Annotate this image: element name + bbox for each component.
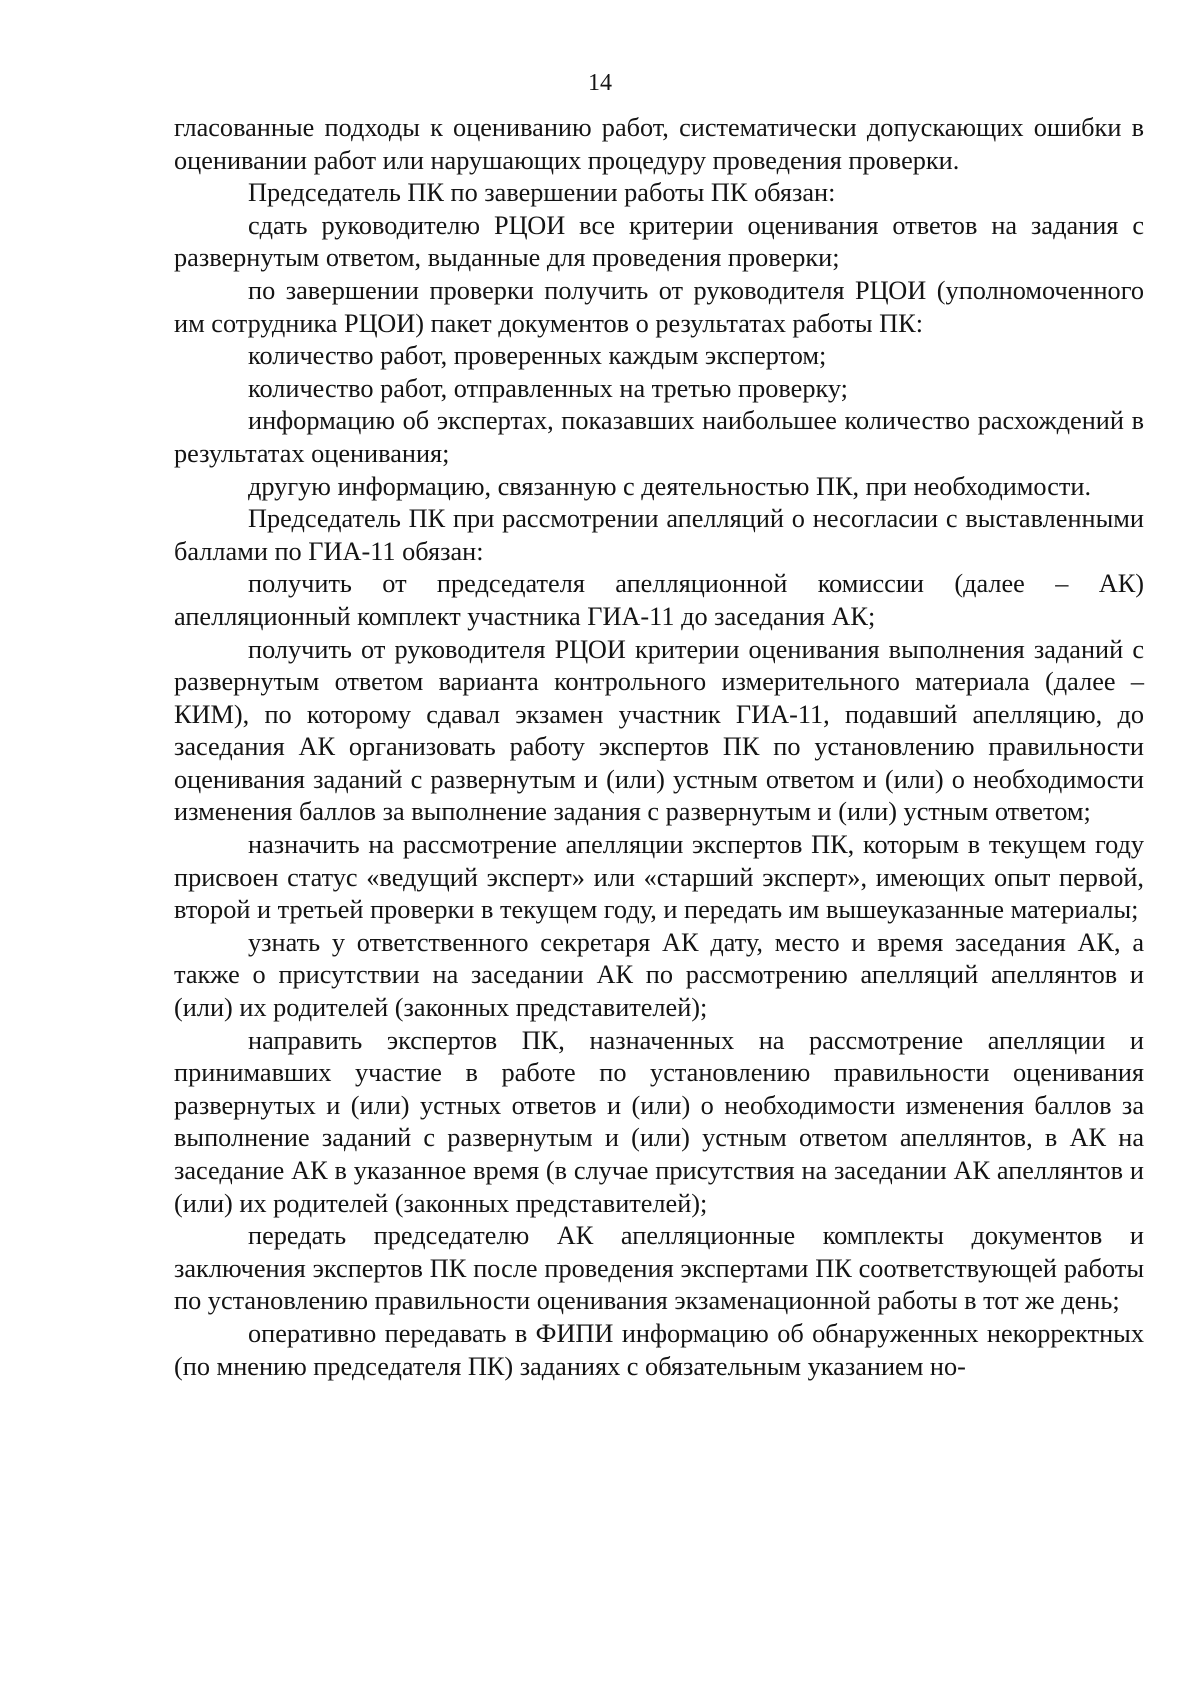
paragraph: получить от руководителя РЦОИ критерии оценивания выполнения заданий с развернутым ответом варианта контрольного измерительного материала (далее – КИМ), по которому сдавал экзамен участник ГИА-11, подавший апелляцию, до заседания АК организовать работу экспертов ПК по установлению правильности оценивания заданий с развернутым и (или) устным ответом и (или) о необходимости изменения баллов за выполнение задания с развернутым и (или) устным ответом; — [174, 634, 1144, 827]
paragraph: получить от председателя апелляционной комиссии (далее – АК) апелляционный комплект участника ГИА-11 до заседания АК; — [174, 569, 1144, 631]
paragraph: узнать у ответственного секретаря АК дату, место и время заседания АК, а также о присутствии на заседании АК по рассмотрению апелляций апеллянтов и (или) их родителей (законных представителей); — [174, 927, 1144, 1023]
paragraph: Председатель ПК при рассмотрении апелляций о несогласии с выставленными баллами по ГИА-11 обязан: — [174, 504, 1144, 566]
paragraph: направить экспертов ПК, назначенных на рассмотрение апелляции и принимавших участие в работе по установлению правильности оценивания развернутых и (или) устных ответов и (или) о необходимости изменения баллов за выполнение заданий с развернутым и (или) устным ответом апеллянтов, в АК на заседание АК в указанное время (в случае присутствия на заседании АК апеллянтов и (или) их родителей (законных представителей); — [174, 1025, 1144, 1218]
paragraph: по завершении проверки получить от руководителя РЦОИ (уполномоченного им сотрудника РЦОИ) пакет документов о результатах работы ПК: — [174, 275, 1144, 338]
paragraph: гласованные подходы к оцениванию работ, систематически допускающих ошибки в оценивании работ или нарушающих процедуру проведения проверки. — [174, 113, 1144, 175]
paragraph: другую информацию, связанную с деятельностью ПК, при необходимости. — [248, 471, 1092, 501]
paragraph: назначить на рассмотрение апелляции экспертов ПК, которым в текущем году присвоен статус «ведущий эксперт» или «старший эксперт», имеющих опыт первой, второй и третьей проверки в текущем году, и передать им вышеуказанные материалы; — [174, 830, 1144, 925]
paragraph: количество работ, отправленных на третью проверку; — [248, 373, 848, 403]
paragraph: передать председателю АК апелляционные комплекты документов и заключения экспертов ПК после проведения экспертами ПК соответствующей работы по установлению правильности оценивания экзаменационной работы в тот же день; — [174, 1221, 1144, 1316]
paragraph: оперативно передавать в ФИПИ информацию об обнаруженных некорректных (по мнению председателя ПК) заданиях с обязательным указанием но- — [174, 1318, 1144, 1381]
paragraph: информацию об экспертах, показавших наибольшее количество расхождений в результатах оценивания; — [174, 406, 1144, 468]
paragraph: количество работ, проверенных каждым экспертом; — [248, 341, 827, 371]
page-number: 14 — [588, 70, 612, 96]
paragraph: сдать руководителю РЦОИ все критерии оценивания ответов на задания с развернутым ответом, выданные для проведения проверки; — [174, 210, 1144, 273]
document-body — [174, 112, 1144, 1383]
paragraph: Председатель ПК по завершении работы ПК обязан: — [248, 178, 836, 208]
